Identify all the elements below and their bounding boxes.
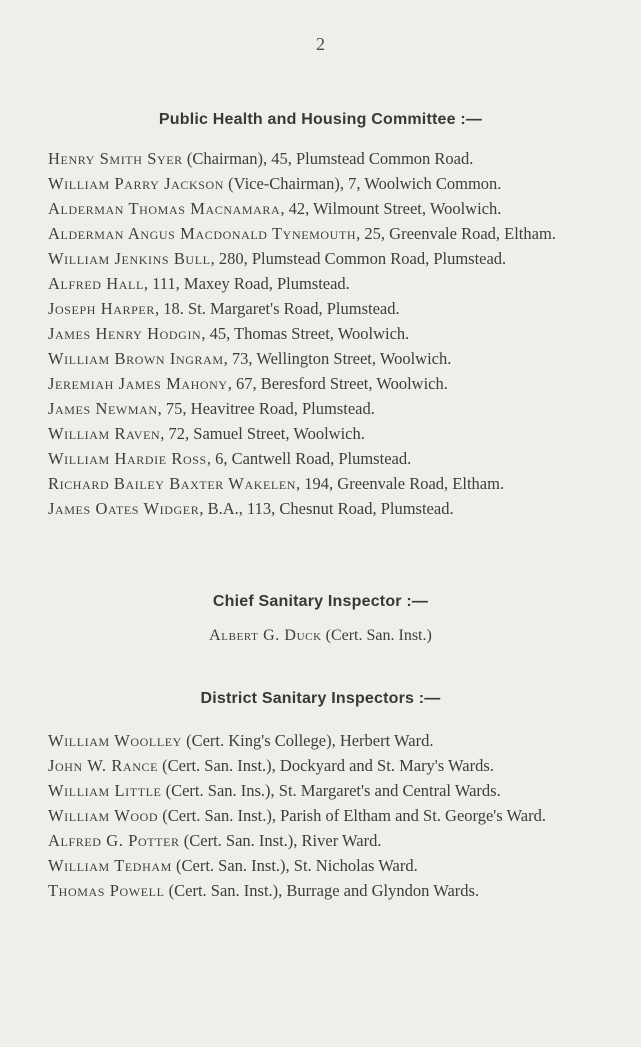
member-name: Joseph Harper [48,299,155,318]
committee-member [48,473,601,494]
member-name: James Henry Hodgin [48,324,202,343]
district-inspector [48,780,601,801]
member-name: Jeremiah James Mahony [48,374,228,393]
inspector-name: William Tedham [48,856,172,875]
member-details: , 194, Greenvale Road, Eltham. [296,474,505,493]
inspector-details: (Cert. King's College), Herbert Ward. [181,731,434,750]
member-details: , B.A., 113, Chesnut Road, Plumstead. [199,499,454,518]
inspector-details: (Cert. San. Ins.), St. Margaret's and Central Wards. [161,781,501,800]
inspector-details: (Cert. San. Inst.), Burrage and Glyndon Wards. [164,881,480,900]
committee-member [48,498,601,519]
member-name: Richard Bailey Baxter Wakelen [48,474,297,493]
committee-member [48,248,601,269]
committee-member [48,398,601,419]
member-details: , 75, Heavitree Road, Plumstead. [157,399,375,418]
member-name: William Jenkins Bull [48,249,211,268]
committee-member [48,298,601,319]
member-name: James Newman [48,399,158,418]
district-inspectors-heading: District Sanitary Inspectors :— [200,690,441,707]
member-details: (Chairman), 45, Plumstead Common Road. [182,149,474,168]
inspector-details: (Cert. San. Inst.), St. Nicholas Ward. [171,856,418,875]
member-name: Henry Smith Syer [48,149,183,168]
district-inspector [48,755,601,776]
inspector-name: William Little [48,781,162,800]
member-name: William Hardie Ross [48,449,207,468]
district-inspector [48,830,601,851]
member-name: William Parry Jackson [48,174,225,193]
district-inspector [48,730,601,751]
inspector-name: Alfred G. Potter [48,831,180,850]
member-name: William Raven [48,424,161,443]
district-inspector [48,805,601,826]
district-inspector [48,855,601,876]
committee-member [48,198,601,219]
committee-member [48,323,601,344]
inspector-name: John W. Rance [48,756,159,775]
inspector-details: (Cert. San. Inst.), Parish of Eltham and St. George's Ward. [158,806,546,825]
committee-member [48,273,601,294]
member-details: , 45, Thomas Street, Woolwich. [201,324,410,343]
member-details: (Vice-Chairman), 7, Woolwich Common. [224,174,502,193]
committee-member [48,448,601,469]
member-name: Alfred Hall [48,274,144,293]
committee-member [48,423,601,444]
member-details: , 18. St. Margaret's Road, Plumstead. [154,299,400,318]
inspector-name: William Wood [48,806,159,825]
committee-member [48,348,601,369]
member-details: , 280, Plumstead Common Road, Plumstead. [210,249,507,268]
district-inspector-list [48,730,601,905]
member-details: , 42, Wilmount Street, Woolwich. [280,199,502,218]
chief-inspector-heading: Chief Sanitary Inspector :— [212,593,429,610]
inspector-details: (Cert. San. Inst.), Dockyard and St. Mary's Wards. [158,756,494,775]
member-details: , 6, Cantwell Road, Plumstead. [206,449,412,468]
committee-member-list [48,148,601,523]
inspector-name: Thomas Powell [48,881,165,900]
committee-member [48,148,601,169]
member-details: , 25, Greenvale Road, Eltham. [356,224,556,243]
member-name: William Brown Ingram [48,349,224,368]
page-number: 2 [316,34,325,54]
member-name: James Oates Widger [48,499,200,518]
inspector-details: (Cert. San. Inst.), River Ward. [179,831,382,850]
member-details: , 72, Samuel Street, Woolwich. [160,424,365,443]
chief-inspector-name: Albert G. Duck [209,627,322,644]
committee-member [48,173,601,194]
inspector-name: William Woolley [48,731,182,750]
committee-heading: Public Health and Housing Committee :— [158,111,483,128]
committee-member [48,223,601,244]
member-details: , 67, Beresford Street, Woolwich. [227,374,448,393]
district-inspector [48,880,601,901]
chief-inspector-entry [0,627,641,645]
member-name: Alderman Thomas Macnamara [48,199,281,218]
committee-member [48,373,601,394]
member-name: Alderman Angus Macdonald Tynemouth [48,224,357,243]
member-details: , 73, Wellington Street, Woolwich. [223,349,452,368]
chief-inspector-details: (Cert. San. Inst.) [321,627,432,644]
member-details: , 111, Maxey Road, Plumstead. [143,274,350,293]
